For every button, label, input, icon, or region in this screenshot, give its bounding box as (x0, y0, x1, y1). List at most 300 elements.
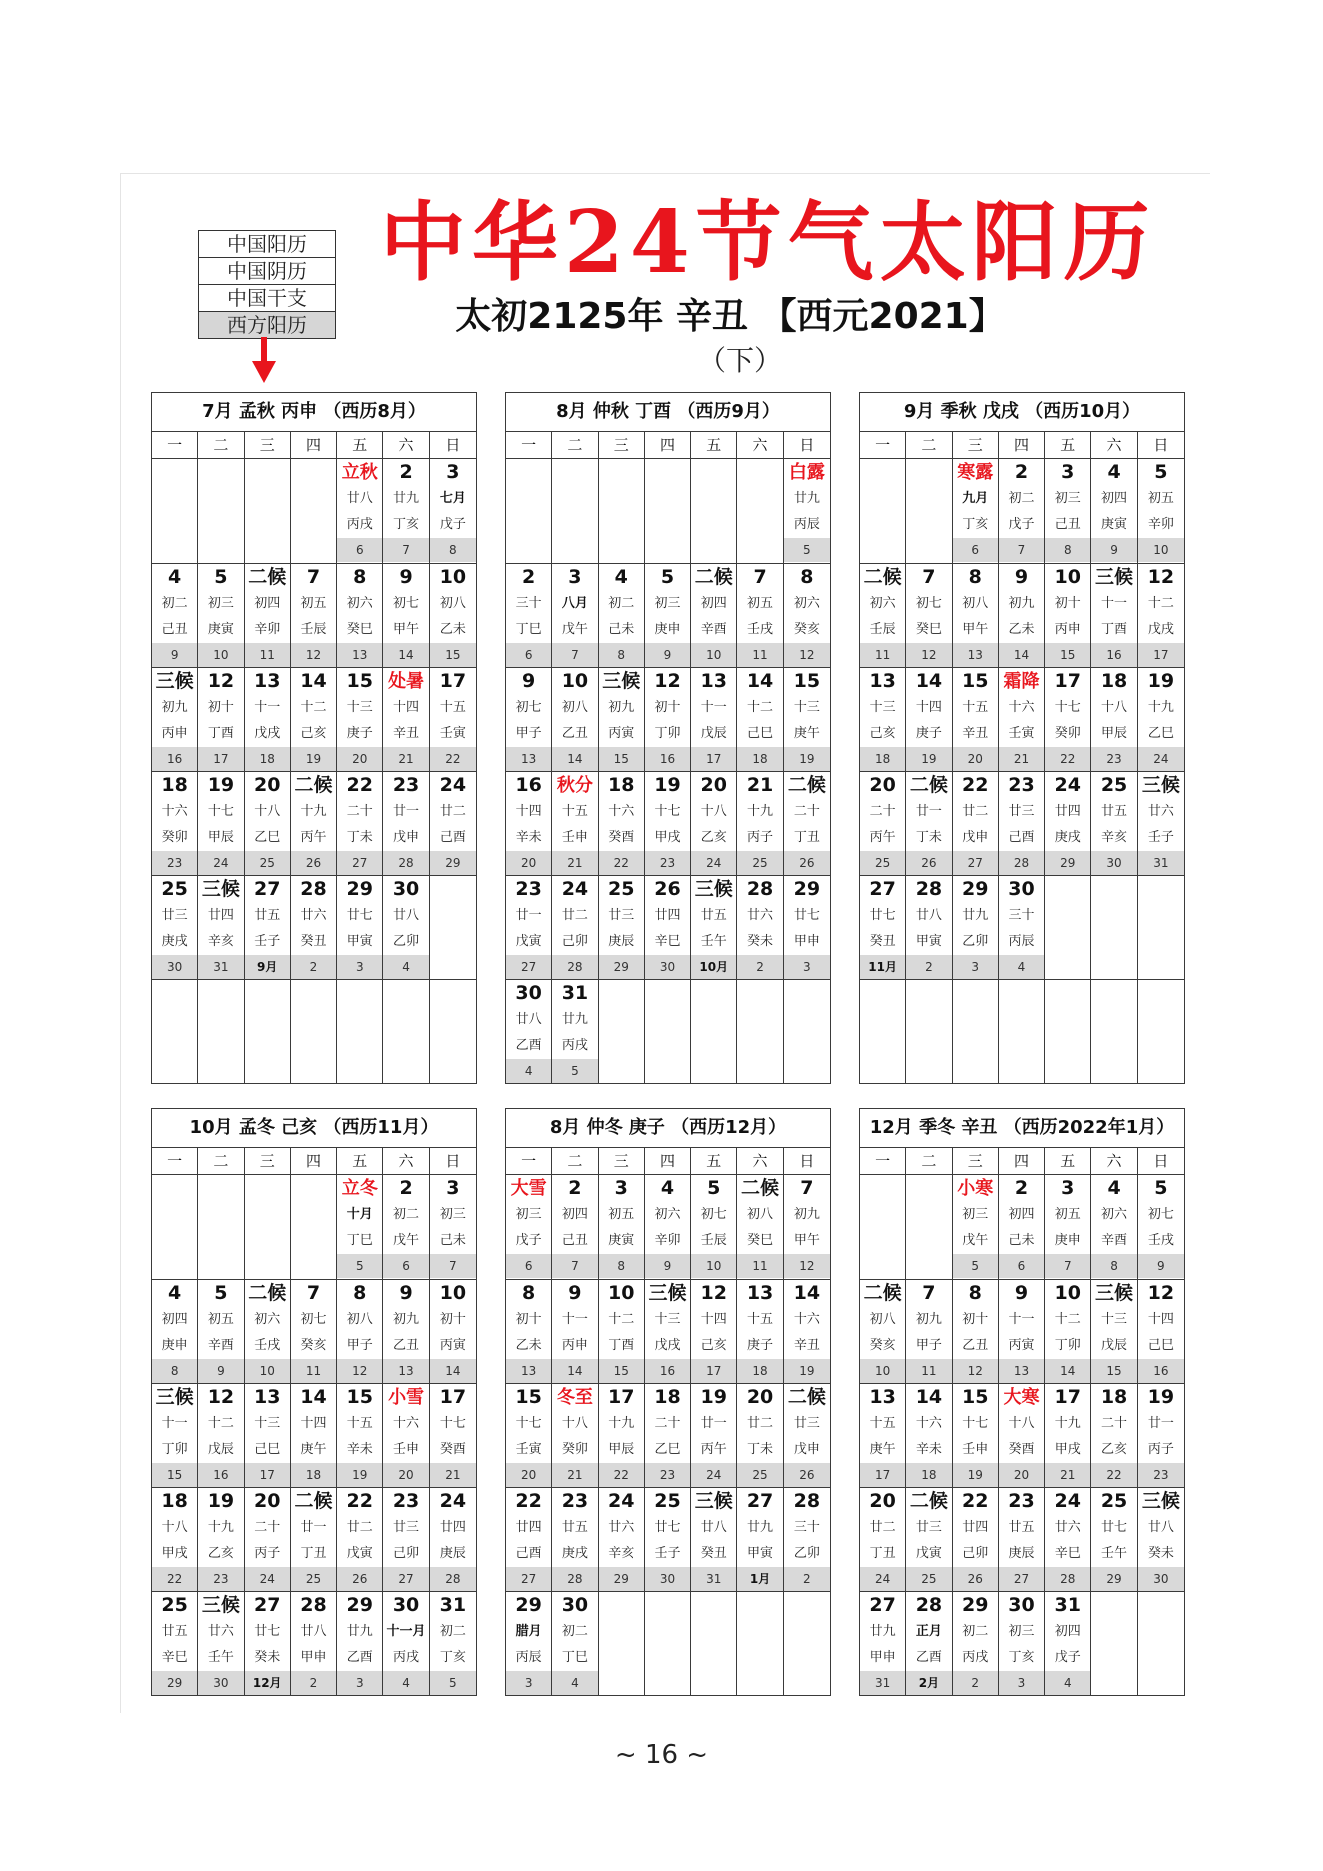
ganzhi-label: 丙子 (254, 1546, 281, 1561)
day-cell (737, 1175, 783, 1279)
lunar-date: 十二 (207, 1416, 234, 1431)
day-cell (784, 563, 830, 667)
western-date: 14 (1045, 1359, 1090, 1383)
ganzhi-label: 乙丑 (962, 1338, 989, 1353)
western-date: 31 (860, 1671, 905, 1695)
day-cell (784, 1279, 830, 1383)
day-cell (337, 459, 383, 563)
empty-day-cell (291, 459, 337, 563)
ganzhi-label: 戊午 (962, 1233, 989, 1248)
day-cell (645, 1383, 691, 1487)
lunar-date: 廿九 (561, 1012, 588, 1027)
day-number: 25 (161, 1594, 188, 1616)
western-date: 8 (430, 538, 476, 562)
western-date: 22 (599, 851, 644, 875)
western-date: 28 (1045, 1567, 1090, 1591)
ganzhi-label: 辛酉 (207, 1338, 234, 1353)
western-date: 30 (198, 1671, 243, 1695)
western-date: 21 (1045, 1463, 1090, 1487)
lunar-date: 十五 (561, 804, 588, 819)
day-cell (1138, 1383, 1184, 1487)
day-grid (506, 1148, 830, 1695)
lunar-date: 初九 (1008, 596, 1035, 611)
day-cell (506, 875, 552, 979)
western-date: 11 (737, 1254, 782, 1278)
day-cell (860, 1279, 906, 1383)
solar-term-label: 立秋 (341, 462, 378, 483)
western-date: 7 (999, 538, 1044, 562)
ganzhi-label: 丙辰 (1008, 934, 1035, 949)
day-cell (506, 667, 552, 771)
ganzhi-label: 庚申 (654, 622, 681, 637)
solar-term-label: 处暑 (388, 671, 425, 692)
lunar-date: 十八 (161, 1520, 188, 1535)
western-date: 20 (953, 747, 998, 771)
day-number: 2 (568, 1177, 582, 1199)
lunar-date: 十四 (300, 1416, 327, 1431)
ganzhi-label: 庚戌 (161, 934, 188, 949)
western-date: 29 (599, 955, 644, 979)
weekday-header: 三 (245, 1148, 291, 1175)
day-cell (737, 1383, 783, 1487)
day-cell (552, 1487, 598, 1591)
empty-day-cell (1045, 979, 1091, 1083)
lunar-date: 廿一 (515, 908, 542, 923)
ganzhi-label: 乙未 (515, 1338, 542, 1353)
ganzhi-label: 癸丑 (300, 934, 327, 949)
lunar-date: 初五 (300, 596, 327, 611)
day-cell (337, 1175, 383, 1279)
lunar-date: 初八 (439, 596, 466, 611)
day-cell (599, 1279, 645, 1383)
day-cell (291, 771, 337, 875)
lunar-date: 廿六 (300, 908, 327, 923)
lunar-date: 初八 (561, 700, 588, 715)
western-date: 12 (906, 643, 951, 667)
ganzhi-label: 戊寅 (915, 1546, 942, 1561)
day-cell (953, 1383, 999, 1487)
day-cell (430, 1279, 476, 1383)
day-number: 4 (1107, 461, 1121, 483)
solar-term-label: 大寒 (1003, 1387, 1040, 1408)
day-number: 23 (515, 878, 542, 900)
day-cell (1045, 1591, 1091, 1695)
lunar-date: 廿一 (915, 804, 942, 819)
day-cell (198, 1279, 244, 1383)
empty-day-cell (906, 1175, 952, 1279)
ganzhi-label: 己卯 (962, 1546, 989, 1561)
ganzhi-label: 戊申 (393, 830, 420, 845)
lunar-date: 廿九 (793, 491, 820, 506)
western-date: 10 (860, 1359, 905, 1383)
day-number: 三候 (602, 670, 641, 692)
day-cell (691, 1175, 737, 1279)
ganzhi-label: 乙未 (439, 622, 466, 637)
empty-day-cell (1091, 979, 1137, 1083)
day-number: 三候 (694, 1490, 733, 1512)
ganzhi-label: 丁亥 (393, 517, 420, 532)
day-cell (430, 667, 476, 771)
day-cell (691, 1279, 737, 1383)
day-number: 7 (922, 1282, 936, 1304)
day-number: 30 (1008, 1594, 1035, 1616)
day-cell (953, 1591, 999, 1695)
day-cell (1091, 1279, 1137, 1383)
lunar-date: 廿七 (254, 1624, 281, 1639)
day-number: 15 (515, 1386, 542, 1408)
lunar-date: 十一 (1101, 596, 1128, 611)
day-cell (1045, 459, 1091, 563)
day-number: 22 (515, 1490, 542, 1512)
ganzhi-label: 辛未 (346, 1442, 373, 1457)
empty-day-cell (1138, 875, 1184, 979)
solar-term-label: 小寒 (957, 1178, 994, 1199)
lunar-date: 十二 (1147, 596, 1174, 611)
ganzhi-label: 壬子 (1147, 830, 1174, 845)
ganzhi-label: 辛酉 (700, 622, 727, 637)
day-cell (1091, 459, 1137, 563)
day-number: 15 (793, 670, 821, 692)
day-number: 18 (607, 774, 635, 796)
ganzhi-label: 乙酉 (346, 1650, 373, 1665)
lunar-date: 腊月 (515, 1624, 542, 1639)
lunar-date: 初三 (1008, 1624, 1035, 1639)
lunar-date: 三十 (515, 596, 542, 611)
day-number: 14 (915, 1386, 943, 1408)
ganzhi-label: 壬申 (393, 1442, 420, 1457)
western-date: 19 (953, 1463, 998, 1487)
western-date: 14 (999, 643, 1044, 667)
ganzhi-label: 庚子 (346, 726, 373, 741)
day-number: 30 (561, 1594, 589, 1616)
lunar-date: 初四 (1008, 1207, 1035, 1222)
day-cell (999, 1487, 1045, 1591)
day-number: 8 (968, 1282, 982, 1304)
day-number: 二候 (741, 1177, 780, 1199)
day-cell (691, 771, 737, 875)
weekday-header: 四 (291, 1148, 337, 1175)
ganzhi-label: 辛巳 (654, 934, 681, 949)
day-number: 23 (1008, 774, 1035, 796)
western-date: 19 (291, 747, 336, 771)
ganzhi-label: 丁亥 (1008, 1650, 1035, 1665)
ganzhi-label: 丁未 (915, 830, 942, 845)
ganzhi-label: 己未 (1008, 1233, 1035, 1248)
empty-day-cell (645, 1591, 691, 1695)
western-date: 26 (784, 851, 830, 875)
ganzhi-label: 丙辰 (515, 1650, 542, 1665)
western-date: 31 (198, 955, 243, 979)
day-cell (1138, 667, 1184, 771)
lunar-date: 初十 (654, 700, 681, 715)
lunar-date: 十一 (1008, 1312, 1035, 1327)
western-date: 29 (599, 1567, 644, 1591)
empty-day-cell (737, 979, 783, 1083)
day-cell (430, 1591, 476, 1695)
western-date: 10 (691, 643, 736, 667)
ganzhi-label: 癸丑 (869, 934, 896, 949)
day-cell (383, 1279, 429, 1383)
western-date: 9 (1091, 538, 1136, 562)
day-grid (860, 432, 1184, 1083)
lunar-date: 初六 (1101, 1207, 1128, 1222)
day-number: 24 (561, 878, 589, 900)
lunar-date: 正月 (915, 1624, 942, 1639)
ganzhi-label: 丁酉 (608, 1338, 635, 1353)
day-number: 14 (300, 1386, 327, 1408)
western-date: 3 (337, 955, 382, 979)
empty-day-cell (860, 459, 906, 563)
empty-day-cell (599, 459, 645, 563)
western-date: 5 (337, 1254, 382, 1278)
lunar-date: 初八 (869, 1312, 896, 1327)
day-number: 2 (399, 1177, 413, 1199)
day-cell (691, 1383, 737, 1487)
lunar-date: 初十 (962, 1312, 989, 1327)
ganzhi-label: 癸丑 (700, 1546, 727, 1561)
ganzhi-label: 壬申 (962, 1442, 989, 1457)
western-date: 26 (953, 1567, 998, 1591)
day-number: 3 (446, 461, 460, 483)
day-number: 4 (168, 566, 182, 588)
western-date: 21 (430, 1463, 476, 1487)
day-cell (691, 563, 737, 667)
empty-day-cell (383, 979, 429, 1083)
day-cell (245, 1383, 291, 1487)
ganzhi-label: 甲申 (300, 1650, 327, 1665)
lunar-date: 十三 (654, 1312, 681, 1327)
day-number: 29 (346, 878, 373, 900)
weekday-header: 六 (1091, 432, 1137, 459)
day-cell (383, 1175, 429, 1279)
lunar-date: 廿二 (962, 804, 989, 819)
day-cell (599, 771, 645, 875)
lunar-date: 十四 (1147, 1312, 1174, 1327)
day-number: 18 (161, 1490, 188, 1512)
lunar-date: 初三 (1054, 491, 1081, 506)
ganzhi-label: 己未 (439, 1233, 466, 1248)
day-number: 18 (654, 1386, 681, 1408)
day-cell (860, 875, 906, 979)
ganzhi-label: 庚午 (300, 1442, 327, 1457)
western-date: 6 (337, 538, 382, 562)
ganzhi-label: 辛亥 (1101, 830, 1128, 845)
ganzhi-label: 己丑 (561, 1233, 588, 1248)
lunar-date: 初二 (962, 1624, 989, 1639)
lunar-date: 廿四 (515, 1520, 542, 1535)
western-date: 17 (245, 1463, 290, 1487)
ganzhi-label: 癸酉 (1008, 1442, 1035, 1457)
western-date: 4 (383, 955, 428, 979)
month-calendar-october (151, 1108, 477, 1696)
day-cell (953, 459, 999, 563)
western-date: 19 (784, 1359, 830, 1383)
empty-day-cell (599, 1591, 645, 1695)
day-cell (645, 771, 691, 875)
lunar-date: 十七 (1054, 700, 1081, 715)
ganzhi-label: 戊子 (515, 1233, 542, 1248)
day-number: 10 (1054, 1282, 1081, 1304)
solar-term-label: 大雪 (510, 1178, 547, 1199)
western-date: 3 (953, 955, 998, 979)
day-cell (506, 1175, 552, 1279)
day-cell (1091, 1175, 1137, 1279)
weekday-header: 六 (383, 432, 429, 459)
western-date: 17 (691, 747, 736, 771)
day-cell (1045, 563, 1091, 667)
day-number: 13 (700, 670, 727, 692)
western-date: 20 (383, 1463, 428, 1487)
empty-day-cell (860, 979, 906, 1083)
lunar-date: 十六 (915, 1416, 942, 1431)
month-header: 8月 仲秋 丁酉 （西历9月） (506, 393, 830, 432)
day-cell (784, 459, 830, 563)
day-cell (291, 1383, 337, 1487)
day-number: 二候 (694, 566, 733, 588)
empty-day-cell (1045, 875, 1091, 979)
ganzhi-label: 乙丑 (561, 726, 588, 741)
lunar-date: 初五 (207, 1312, 234, 1327)
lunar-date: 十六 (608, 804, 635, 819)
day-cell (430, 459, 476, 563)
weekday-header: 二 (906, 432, 952, 459)
western-date: 28 (430, 1567, 476, 1591)
lunar-date: 十五 (869, 1416, 896, 1431)
western-date: 16 (152, 747, 197, 771)
day-number: 15 (961, 1386, 989, 1408)
western-date: 30 (645, 955, 690, 979)
ganzhi-label: 丙寅 (439, 1338, 466, 1353)
ganzhi-label: 甲戌 (1054, 1442, 1081, 1457)
lunar-date: 初十 (439, 1312, 466, 1327)
day-number: 3 (1061, 461, 1075, 483)
western-date: 13 (506, 1359, 551, 1383)
month-calendar-july (151, 392, 477, 1084)
lunar-date: 初九 (161, 700, 188, 715)
ganzhi-label: 乙酉 (915, 1650, 942, 1665)
ganzhi-label: 己未 (608, 622, 635, 637)
western-date: 30 (1138, 1567, 1184, 1591)
day-cell (1138, 1487, 1184, 1591)
day-cell (906, 1383, 952, 1487)
day-number: 29 (515, 1594, 542, 1616)
ganzhi-label: 己巳 (1147, 1338, 1174, 1353)
ganzhi-label: 戊辰 (700, 726, 727, 741)
ganzhi-label: 丙戌 (561, 1038, 588, 1053)
day-number: 8 (353, 1282, 367, 1304)
ganzhi-label: 庚申 (1054, 1233, 1081, 1248)
western-date: 11 (737, 643, 782, 667)
day-number: 23 (392, 774, 420, 796)
western-date: 16 (1138, 1359, 1184, 1383)
weekday-header: 四 (999, 432, 1045, 459)
ganzhi-label: 丙午 (700, 1442, 727, 1457)
western-date: 22 (1045, 747, 1090, 771)
day-number: 12 (1147, 1282, 1175, 1304)
western-date: 10 (691, 1254, 736, 1278)
ganzhi-label: 丁卯 (654, 726, 681, 741)
ganzhi-label: 乙卯 (793, 1546, 820, 1561)
lunar-date: 廿五 (161, 1624, 188, 1639)
day-cell (784, 771, 830, 875)
day-cell (152, 1279, 198, 1383)
day-cell (245, 667, 291, 771)
day-cell (552, 667, 598, 771)
lunar-date: 廿九 (747, 1520, 774, 1535)
western-date: 2 (737, 955, 782, 979)
lunar-date: 十三 (869, 700, 896, 715)
ganzhi-label: 辛亥 (608, 1546, 635, 1561)
weekday-header: 六 (1091, 1148, 1137, 1175)
day-number: 二候 (787, 1386, 826, 1408)
solar-term-label: 寒露 (957, 462, 994, 483)
ganzhi-label: 甲午 (962, 622, 989, 637)
western-date: 30 (152, 955, 197, 979)
day-cell (198, 667, 244, 771)
lunar-date: 初七 (915, 596, 942, 611)
weekday-header: 一 (860, 1148, 906, 1175)
day-number: 10 (607, 1282, 635, 1304)
day-cell (1045, 771, 1091, 875)
lunar-date: 初二 (608, 596, 635, 611)
lunar-date: 十六 (793, 1312, 820, 1327)
month-header: 10月 孟冬 己亥 （西历11月） (152, 1109, 476, 1148)
western-date: 11月 (860, 955, 905, 979)
day-number: 13 (253, 1386, 281, 1408)
day-cell (999, 1591, 1045, 1695)
western-date: 27 (506, 1567, 551, 1591)
weekday-header: 一 (506, 432, 552, 459)
western-date: 7 (552, 643, 597, 667)
western-date: 22 (1091, 1463, 1136, 1487)
lunar-date: 初三 (515, 1207, 542, 1222)
western-date: 24 (1138, 747, 1184, 771)
month-header: 8月 仲冬 庚子 （西历12月） (506, 1109, 830, 1148)
day-number: 25 (654, 1490, 681, 1512)
day-cell (599, 1175, 645, 1279)
day-cell (1138, 459, 1184, 563)
lunar-date: 初二 (1008, 491, 1035, 506)
day-number: 28 (915, 1594, 943, 1616)
western-date: 19 (906, 747, 951, 771)
ganzhi-label: 己卯 (393, 1546, 420, 1561)
empty-day-cell (691, 459, 737, 563)
day-cell (906, 771, 952, 875)
western-date: 8 (1045, 538, 1090, 562)
weekday-header: 五 (691, 432, 737, 459)
ganzhi-label: 戊辰 (1101, 1338, 1128, 1353)
day-number: 二候 (294, 774, 333, 796)
day-cell (152, 1487, 198, 1591)
ganzhi-label: 丁酉 (207, 726, 234, 741)
day-number: 2 (399, 461, 413, 483)
day-number: 3 (568, 566, 582, 588)
ganzhi-label: 戊午 (561, 622, 588, 637)
ganzhi-label: 壬午 (207, 1650, 234, 1665)
western-date: 18 (906, 1463, 951, 1487)
weekday-header: 日 (1138, 432, 1184, 459)
lunar-date: 十六 (1008, 700, 1035, 715)
day-number: 21 (746, 774, 774, 796)
ganzhi-label: 庚子 (915, 726, 942, 741)
lunar-date: 廿三 (161, 908, 188, 923)
day-cell (645, 667, 691, 771)
ganzhi-label: 己亥 (869, 726, 896, 741)
day-number: 13 (253, 670, 281, 692)
day-cell (383, 459, 429, 563)
lunar-date: 十八 (254, 804, 281, 819)
western-date: 12 (337, 1359, 382, 1383)
